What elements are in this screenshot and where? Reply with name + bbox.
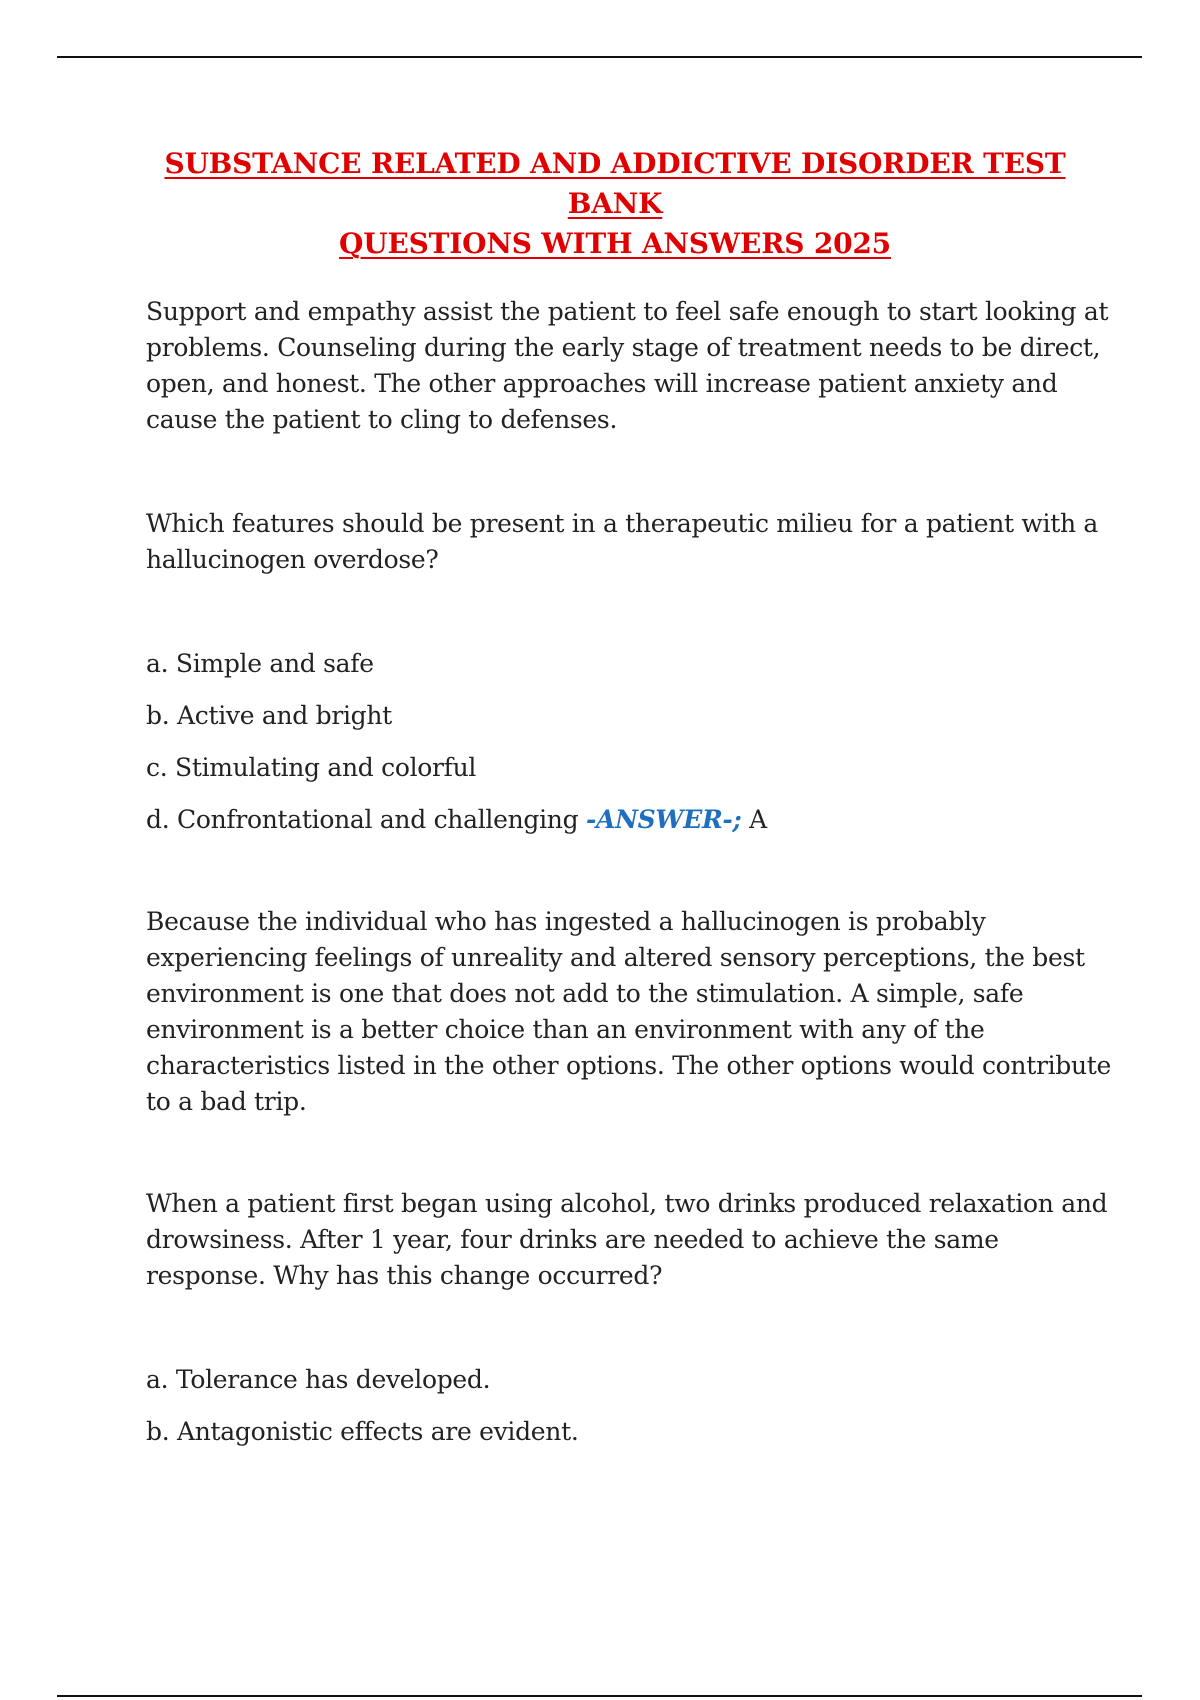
top-rule — [57, 56, 1142, 58]
text-line: experiencing feelings of unreality and altered sensory perceptions, the best — [146, 943, 1085, 972]
title-line: SUBSTANCE RELATED AND ADDICTIVE DISORDER TEST BANK — [164, 147, 1066, 220]
text-line: cause the patient to cling to defenses. — [146, 405, 618, 434]
text-line: When a patient first began using alcohol, two drinks produced relaxation and — [146, 1189, 1108, 1218]
text-line: characteristics listed in the other options. The other options would contribute — [146, 1051, 1112, 1080]
answer-value: A — [749, 805, 767, 834]
title-line: QUESTIONS WITH ANSWERS 2025 — [339, 227, 891, 260]
question-1-option-d — [146, 802, 767, 838]
rationale-paragraph-1 — [146, 294, 1109, 438]
question-2-option-a: a. Tolerance has developed. — [146, 1365, 491, 1394]
document-title — [130, 144, 1100, 264]
text-line: Which features should be present in a therapeutic milieu for a patient with a — [146, 509, 1099, 538]
question-1-rationale — [146, 904, 1112, 1120]
bottom-rule — [57, 1695, 1142, 1697]
text-line: drowsiness. After 1 year, four drinks are needed to achieve the same — [146, 1225, 999, 1254]
question-1-stem — [146, 506, 1106, 578]
text-line: environment is one that does not add to the stimulation. A simple, safe — [146, 979, 1024, 1008]
text-line: environment is a better choice than an environment with any of the — [146, 1015, 985, 1044]
text-line: Support and empathy assist the patient to feel safe enough to start looking at — [146, 297, 1109, 326]
text-line: response. Why has this change occurred? — [146, 1261, 663, 1290]
option-text: d. Confrontational and challenging — [146, 805, 579, 834]
text-line: problems. Counseling during the early stage of treatment needs to be direct, — [146, 333, 1101, 362]
question-2-stem — [146, 1186, 1106, 1294]
text-line: Because the individual who has ingested a hallucinogen is probably — [146, 907, 986, 936]
question-2-option-b: b. Antagonistic effects are evident. — [146, 1417, 579, 1446]
text-line: open, and honest. The other approaches will increase patient anxiety and — [146, 369, 1058, 398]
question-1-option-b: b. Active and bright — [146, 701, 392, 730]
answer-label: -ANSWER-; — [585, 805, 742, 834]
question-1-option-a: a. Simple and safe — [146, 649, 374, 678]
text-line: to a bad trip. — [146, 1087, 307, 1116]
text-line: hallucinogen overdose? — [146, 545, 439, 574]
question-1-option-c: c. Stimulating and colorful — [146, 753, 477, 782]
